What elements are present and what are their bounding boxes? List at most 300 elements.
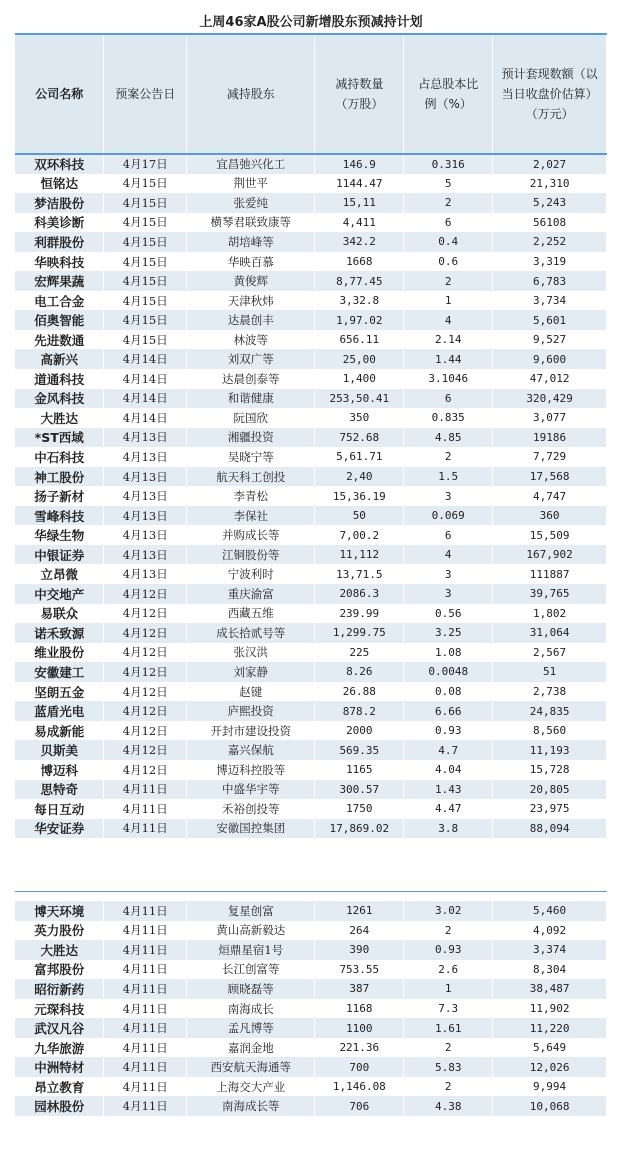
- shareholder-cell: 李保社: [187, 506, 315, 526]
- table-row: [15, 486, 607, 506]
- shareholder-cell: 南海成长: [187, 999, 315, 1019]
- announce-date-cell: 4月11日: [104, 1057, 187, 1077]
- ratio-cell: 1.43: [404, 780, 493, 800]
- cashout-cell: 4,747: [493, 486, 607, 506]
- company-name-cell: 坚朗五金: [15, 682, 104, 702]
- shareholder-cell: 阮国欣: [187, 408, 315, 428]
- table-row: [15, 584, 607, 604]
- table-row: [15, 921, 607, 941]
- quantity-cell: 2,40: [315, 467, 404, 487]
- quantity-cell: 8.26: [315, 662, 404, 682]
- company-name-cell: 园林股份: [15, 1096, 104, 1116]
- ratio-cell: 2: [404, 271, 493, 291]
- ratio-cell: 1.44: [404, 349, 493, 369]
- shareholder-cell: 博迈科控股等: [187, 760, 315, 780]
- table-row: [15, 604, 607, 624]
- announce-date-cell: 4月15日: [104, 193, 187, 213]
- cashout-cell: 3,734: [493, 291, 607, 311]
- ratio-cell: 0.4: [404, 232, 493, 252]
- table-row: [15, 545, 607, 565]
- cashout-cell: 31,064: [493, 623, 607, 643]
- company-name-cell: 扬子新材: [15, 486, 104, 506]
- announce-date-cell: 4月12日: [104, 740, 187, 760]
- cashout-cell: 12,026: [493, 1057, 607, 1077]
- ratio-cell: 2: [404, 1038, 493, 1058]
- quantity-cell: 1668: [315, 252, 404, 272]
- shareholder-cell: 横琴君联致康等: [187, 213, 315, 233]
- ratio-cell: 0.93: [404, 721, 493, 741]
- quantity-cell: 706: [315, 1096, 404, 1116]
- announce-date-cell: 4月12日: [104, 584, 187, 604]
- table-row: [15, 467, 607, 487]
- announce-date-cell: 4月13日: [104, 447, 187, 467]
- ratio-cell: 3: [404, 564, 493, 584]
- shareholder-cell: 达晨创丰: [187, 310, 315, 330]
- cashout-cell: 51: [493, 662, 607, 682]
- ratio-cell: 6: [404, 525, 493, 545]
- quantity-cell: 1100: [315, 1018, 404, 1038]
- cashout-cell: 19186: [493, 428, 607, 448]
- announce-date-cell: 4月12日: [104, 662, 187, 682]
- shareholder-cell: 上海交大产业: [187, 1077, 315, 1097]
- announce-date-cell: 4月12日: [104, 760, 187, 780]
- announce-date-cell: 4月12日: [104, 701, 187, 721]
- announce-date-cell: 4月15日: [104, 174, 187, 194]
- announce-date-cell: 4月15日: [104, 232, 187, 252]
- company-name-cell: 华绿生物: [15, 525, 104, 545]
- shareholder-cell: 嘉润金地: [187, 1038, 315, 1058]
- table-row: [15, 780, 607, 800]
- company-name-cell: 道通科技: [15, 369, 104, 389]
- announce-date-cell: 4月14日: [104, 389, 187, 409]
- announce-date-cell: 4月11日: [104, 1018, 187, 1038]
- table-row: [15, 799, 607, 819]
- shareholder-cell: 黄山高新毅达: [187, 921, 315, 941]
- table-row: [15, 506, 607, 526]
- ratio-cell: 1: [404, 291, 493, 311]
- quantity-cell: 2000: [315, 721, 404, 741]
- announce-date-cell: 4月11日: [104, 901, 187, 921]
- shareholder-cell: 宜昌弛兴化工: [187, 154, 315, 174]
- table-row: [15, 623, 607, 643]
- announce-date-cell: 4月11日: [104, 921, 187, 941]
- shareholder-cell: 庐熙投资: [187, 701, 315, 721]
- header-company-name: 公司名称: [15, 34, 104, 154]
- cashout-cell: 9,527: [493, 330, 607, 350]
- ratio-cell: 4: [404, 545, 493, 565]
- company-name-cell: 双环科技: [15, 154, 104, 174]
- table-row: [15, 154, 607, 174]
- table-row: [15, 310, 607, 330]
- company-name-cell: 元琛科技: [15, 999, 104, 1019]
- ratio-cell: 2: [404, 193, 493, 213]
- ratio-cell: 0.0048: [404, 662, 493, 682]
- company-name-cell: 维业股份: [15, 643, 104, 663]
- shareholder-cell: 烜鼎星宿1号: [187, 940, 315, 960]
- company-name-cell: 易联众: [15, 604, 104, 624]
- company-name-cell: 雪峰科技: [15, 506, 104, 526]
- quantity-cell: 5,61.71: [315, 447, 404, 467]
- company-name-cell: 华映科技: [15, 252, 104, 272]
- ratio-cell: 5: [404, 174, 493, 194]
- shareholder-cell: 宁波利时: [187, 564, 315, 584]
- cashout-cell: 88,094: [493, 819, 607, 839]
- shareholder-cell: 达晨创泰等: [187, 369, 315, 389]
- company-name-cell: 富邦股份: [15, 960, 104, 980]
- announce-date-cell: 4月15日: [104, 330, 187, 350]
- shareholder-cell: 华映百慕: [187, 252, 315, 272]
- ratio-cell: 3.1046: [404, 369, 493, 389]
- company-name-cell: 先进数通: [15, 330, 104, 350]
- shareholder-cell: 胡培峰等: [187, 232, 315, 252]
- company-name-cell: 华安证券: [15, 819, 104, 839]
- shareholder-cell: 安徽国控集团: [187, 819, 315, 839]
- table-row: [15, 682, 607, 702]
- table-row: [15, 662, 607, 682]
- cashout-cell: 1,802: [493, 604, 607, 624]
- table-header-row: [15, 34, 607, 154]
- ratio-cell: 4.38: [404, 1096, 493, 1116]
- company-name-cell: 中洲特材: [15, 1057, 104, 1077]
- table-row: [15, 428, 607, 448]
- table-row: [15, 369, 607, 389]
- table-row: [15, 1077, 607, 1097]
- table-row: [15, 408, 607, 428]
- cashout-cell: 7,729: [493, 447, 607, 467]
- shareholder-cell: 中盛华宇等: [187, 780, 315, 800]
- shareholder-cell: 禾裕创投等: [187, 799, 315, 819]
- table-row: [15, 291, 607, 311]
- table-row: [15, 740, 607, 760]
- company-name-cell: 高新兴: [15, 349, 104, 369]
- table-body-continued: [15, 901, 607, 1116]
- company-name-cell: 昂立教育: [15, 1077, 104, 1097]
- quantity-cell: 13,71.5: [315, 564, 404, 584]
- ratio-cell: 4: [404, 310, 493, 330]
- ratio-cell: 7.3: [404, 999, 493, 1019]
- ratio-cell: 2.14: [404, 330, 493, 350]
- company-name-cell: 诺禾致源: [15, 623, 104, 643]
- quantity-cell: 753.55: [315, 960, 404, 980]
- shareholder-cell: 荆世平: [187, 174, 315, 194]
- table-row: [15, 1057, 607, 1077]
- ratio-cell: 4.47: [404, 799, 493, 819]
- ratio-cell: 3: [404, 486, 493, 506]
- quantity-cell: 239.99: [315, 604, 404, 624]
- announce-date-cell: 4月11日: [104, 999, 187, 1019]
- table-row: [15, 701, 607, 721]
- company-name-cell: 英力股份: [15, 921, 104, 941]
- quantity-cell: 264: [315, 921, 404, 941]
- quantity-cell: 3,32.8: [315, 291, 404, 311]
- announce-date-cell: 4月11日: [104, 1038, 187, 1058]
- table-row: [15, 174, 607, 194]
- company-name-cell: 中石科技: [15, 447, 104, 467]
- quantity-cell: 15,36.19: [315, 486, 404, 506]
- quantity-cell: 221.36: [315, 1038, 404, 1058]
- company-name-cell: 宏辉果蔬: [15, 271, 104, 291]
- cashout-cell: 320,429: [493, 389, 607, 409]
- announce-date-cell: 4月15日: [104, 252, 187, 272]
- ratio-cell: 2: [404, 921, 493, 941]
- cashout-cell: 23,975: [493, 799, 607, 819]
- cashout-cell: 8,560: [493, 721, 607, 741]
- shareholder-cell: 顾晓磊等: [187, 979, 315, 999]
- table-row: [15, 999, 607, 1019]
- quantity-cell: 17,869.02: [315, 819, 404, 839]
- ratio-cell: 0.6: [404, 252, 493, 272]
- quantity-cell: 1,299.75: [315, 623, 404, 643]
- quantity-cell: 700: [315, 1057, 404, 1077]
- ratio-cell: 0.56: [404, 604, 493, 624]
- cashout-cell: 20,805: [493, 780, 607, 800]
- table-row: [15, 349, 607, 369]
- header-announce-date: 预案公告日: [104, 34, 187, 154]
- cashout-cell: 9,600: [493, 349, 607, 369]
- announce-date-cell: 4月14日: [104, 369, 187, 389]
- shareholder-cell: 刘家静: [187, 662, 315, 682]
- table-row: [15, 901, 607, 921]
- ratio-cell: 6: [404, 213, 493, 233]
- quantity-cell: 656.11: [315, 330, 404, 350]
- cashout-cell: 38,487: [493, 979, 607, 999]
- cashout-cell: 10,068: [493, 1096, 607, 1116]
- shareholder-cell: 西藏五维: [187, 604, 315, 624]
- header-shareholder: 减持股东: [187, 34, 315, 154]
- company-name-cell: 中交地产: [15, 584, 104, 604]
- table-row: [15, 1018, 607, 1038]
- ratio-cell: 2: [404, 1077, 493, 1097]
- header-share-ratio: 占总股本比例（%）: [404, 34, 493, 154]
- shareholder-cell: 张爱纯: [187, 193, 315, 213]
- company-name-cell: 金风科技: [15, 389, 104, 409]
- cashout-cell: 39,765: [493, 584, 607, 604]
- shareholder-cell: 林波等: [187, 330, 315, 350]
- table-row: [15, 760, 607, 780]
- table-row: [15, 271, 607, 291]
- quantity-cell: 300.57: [315, 780, 404, 800]
- quantity-cell: 1750: [315, 799, 404, 819]
- quantity-cell: 350: [315, 408, 404, 428]
- shareholder-cell: 嘉兴保航: [187, 740, 315, 760]
- table-row: [15, 389, 607, 409]
- announce-date-cell: 4月12日: [104, 604, 187, 624]
- shareholder-cell: 复星创富: [187, 901, 315, 921]
- quantity-cell: 25,00: [315, 349, 404, 369]
- shareholder-cell: 李青松: [187, 486, 315, 506]
- table-row: [15, 979, 607, 999]
- company-name-cell: 博迈科: [15, 760, 104, 780]
- cashout-cell: 4,092: [493, 921, 607, 941]
- table-row: [15, 564, 607, 584]
- cashout-cell: 3,374: [493, 940, 607, 960]
- company-name-cell: 博天环境: [15, 901, 104, 921]
- company-name-cell: 大胜达: [15, 408, 104, 428]
- company-name-cell: 神工股份: [15, 467, 104, 487]
- cashout-cell: 167,902: [493, 545, 607, 565]
- company-name-cell: 易成新能: [15, 721, 104, 741]
- table-row: [15, 252, 607, 272]
- company-name-cell: 贝斯美: [15, 740, 104, 760]
- ratio-cell: 4.85: [404, 428, 493, 448]
- cashout-cell: 15,728: [493, 760, 607, 780]
- ratio-cell: 0.835: [404, 408, 493, 428]
- shareholder-cell: 张汉洪: [187, 643, 315, 663]
- ratio-cell: 1: [404, 979, 493, 999]
- announce-date-cell: 4月13日: [104, 428, 187, 448]
- announce-date-cell: 4月13日: [104, 506, 187, 526]
- quantity-cell: 253,50.41: [315, 389, 404, 409]
- shareholder-cell: 刘双广等: [187, 349, 315, 369]
- ratio-cell: 1.5: [404, 467, 493, 487]
- quantity-cell: 1144.47: [315, 174, 404, 194]
- company-name-cell: 佰奥智能: [15, 310, 104, 330]
- announce-date-cell: 4月12日: [104, 623, 187, 643]
- ratio-cell: 6: [404, 389, 493, 409]
- shareholder-cell: 江铜股份等: [187, 545, 315, 565]
- shareholder-cell: 赵键: [187, 682, 315, 702]
- announce-date-cell: 4月13日: [104, 545, 187, 565]
- shareholder-cell: 南海成长等: [187, 1096, 315, 1116]
- announce-date-cell: 4月12日: [104, 721, 187, 741]
- ratio-cell: 1.61: [404, 1018, 493, 1038]
- table-row: [15, 960, 607, 980]
- reduction-plan-table: [15, 33, 607, 838]
- ratio-cell: 4.04: [404, 760, 493, 780]
- cashout-cell: 47,012: [493, 369, 607, 389]
- cashout-cell: 360: [493, 506, 607, 526]
- announce-date-cell: 4月11日: [104, 819, 187, 839]
- cashout-cell: 2,567: [493, 643, 607, 663]
- table-row: [15, 819, 607, 839]
- company-name-cell: 每日互动: [15, 799, 104, 819]
- cashout-cell: 2,252: [493, 232, 607, 252]
- cashout-cell: 24,835: [493, 701, 607, 721]
- ratio-cell: 5.83: [404, 1057, 493, 1077]
- announce-date-cell: 4月17日: [104, 154, 187, 174]
- ratio-cell: 0.069: [404, 506, 493, 526]
- company-name-cell: 蓝盾光电: [15, 701, 104, 721]
- shareholder-cell: 和谐健康: [187, 389, 315, 409]
- company-name-cell: 恒铭达: [15, 174, 104, 194]
- announce-date-cell: 4月11日: [104, 780, 187, 800]
- table-row: [15, 232, 607, 252]
- ratio-cell: 0.08: [404, 682, 493, 702]
- announce-date-cell: 4月14日: [104, 408, 187, 428]
- ratio-cell: 3.02: [404, 901, 493, 921]
- ratio-cell: 0.93: [404, 940, 493, 960]
- company-name-cell: 立昂微: [15, 564, 104, 584]
- cashout-cell: 56108: [493, 213, 607, 233]
- shareholder-cell: 长江创富等: [187, 960, 315, 980]
- company-name-cell: 利群股份: [15, 232, 104, 252]
- announce-date-cell: 4月11日: [104, 940, 187, 960]
- announce-date-cell: 4月15日: [104, 291, 187, 311]
- quantity-cell: 1261: [315, 901, 404, 921]
- table-row: [15, 1038, 607, 1058]
- cashout-cell: 2,738: [493, 682, 607, 702]
- announce-date-cell: 4月11日: [104, 960, 187, 980]
- quantity-cell: 878.2: [315, 701, 404, 721]
- company-name-cell: 安徽建工: [15, 662, 104, 682]
- announce-date-cell: 4月11日: [104, 799, 187, 819]
- shareholder-cell: 湘疆投资: [187, 428, 315, 448]
- cashout-cell: 11,220: [493, 1018, 607, 1038]
- reduction-plan-table-continued: [15, 901, 607, 1116]
- table-row: [15, 213, 607, 233]
- quantity-cell: 387: [315, 979, 404, 999]
- quantity-cell: 146.9: [315, 154, 404, 174]
- cashout-cell: 5,243: [493, 193, 607, 213]
- header-reduce-quantity: 减持数量（万股）: [315, 34, 404, 154]
- table-body: [15, 154, 607, 838]
- announce-date-cell: 4月13日: [104, 467, 187, 487]
- table-row: [15, 1096, 607, 1116]
- company-name-cell: 九华旅游: [15, 1038, 104, 1058]
- quantity-cell: 569.35: [315, 740, 404, 760]
- cashout-cell: 11,902: [493, 999, 607, 1019]
- ratio-cell: 2.6: [404, 960, 493, 980]
- quantity-cell: 1,97.02: [315, 310, 404, 330]
- shareholder-cell: 并购成长等: [187, 525, 315, 545]
- cashout-cell: 6,783: [493, 271, 607, 291]
- table-row: [15, 447, 607, 467]
- cashout-cell: 9,994: [493, 1077, 607, 1097]
- table-row: [15, 525, 607, 545]
- company-name-cell: 武汉凡谷: [15, 1018, 104, 1038]
- quantity-cell: 342.2: [315, 232, 404, 252]
- quantity-cell: 225: [315, 643, 404, 663]
- quantity-cell: 7,00.2: [315, 525, 404, 545]
- quantity-cell: 1,146.08: [315, 1077, 404, 1097]
- ratio-cell: 3.25: [404, 623, 493, 643]
- quantity-cell: 4,411: [315, 213, 404, 233]
- cashout-cell: 21,310: [493, 174, 607, 194]
- company-name-cell: 思特奇: [15, 780, 104, 800]
- announce-date-cell: 4月15日: [104, 310, 187, 330]
- quantity-cell: 26.88: [315, 682, 404, 702]
- announce-date-cell: 4月13日: [104, 564, 187, 584]
- cashout-cell: 5,601: [493, 310, 607, 330]
- shareholder-cell: 天津秋炜: [187, 291, 315, 311]
- cashout-cell: 17,568: [493, 467, 607, 487]
- quantity-cell: 11,112: [315, 545, 404, 565]
- company-name-cell: 昭衍新药: [15, 979, 104, 999]
- table-row: [15, 643, 607, 663]
- ratio-cell: 0.316: [404, 154, 493, 174]
- shareholder-cell: 吴晓宁等: [187, 447, 315, 467]
- company-name-cell: 大胜达: [15, 940, 104, 960]
- quantity-cell: 50: [315, 506, 404, 526]
- ratio-cell: 3.8: [404, 819, 493, 839]
- company-name-cell: 电工合金: [15, 291, 104, 311]
- quantity-cell: 2086.3: [315, 584, 404, 604]
- cashout-cell: 11,193: [493, 740, 607, 760]
- shareholder-cell: 孟凡博等: [187, 1018, 315, 1038]
- company-name-cell: 科美诊断: [15, 213, 104, 233]
- quantity-cell: 15,11: [315, 193, 404, 213]
- announce-date-cell: 4月11日: [104, 1096, 187, 1116]
- company-name-cell: *ST西域: [15, 428, 104, 448]
- table-row: [15, 940, 607, 960]
- ratio-cell: 2: [404, 447, 493, 467]
- cashout-cell: 111887: [493, 564, 607, 584]
- ratio-cell: 6.66: [404, 701, 493, 721]
- shareholder-cell: 西安航天海通等: [187, 1057, 315, 1077]
- quantity-cell: 752.68: [315, 428, 404, 448]
- company-name-cell: 中银证券: [15, 545, 104, 565]
- shareholder-cell: 航天科工创投: [187, 467, 315, 487]
